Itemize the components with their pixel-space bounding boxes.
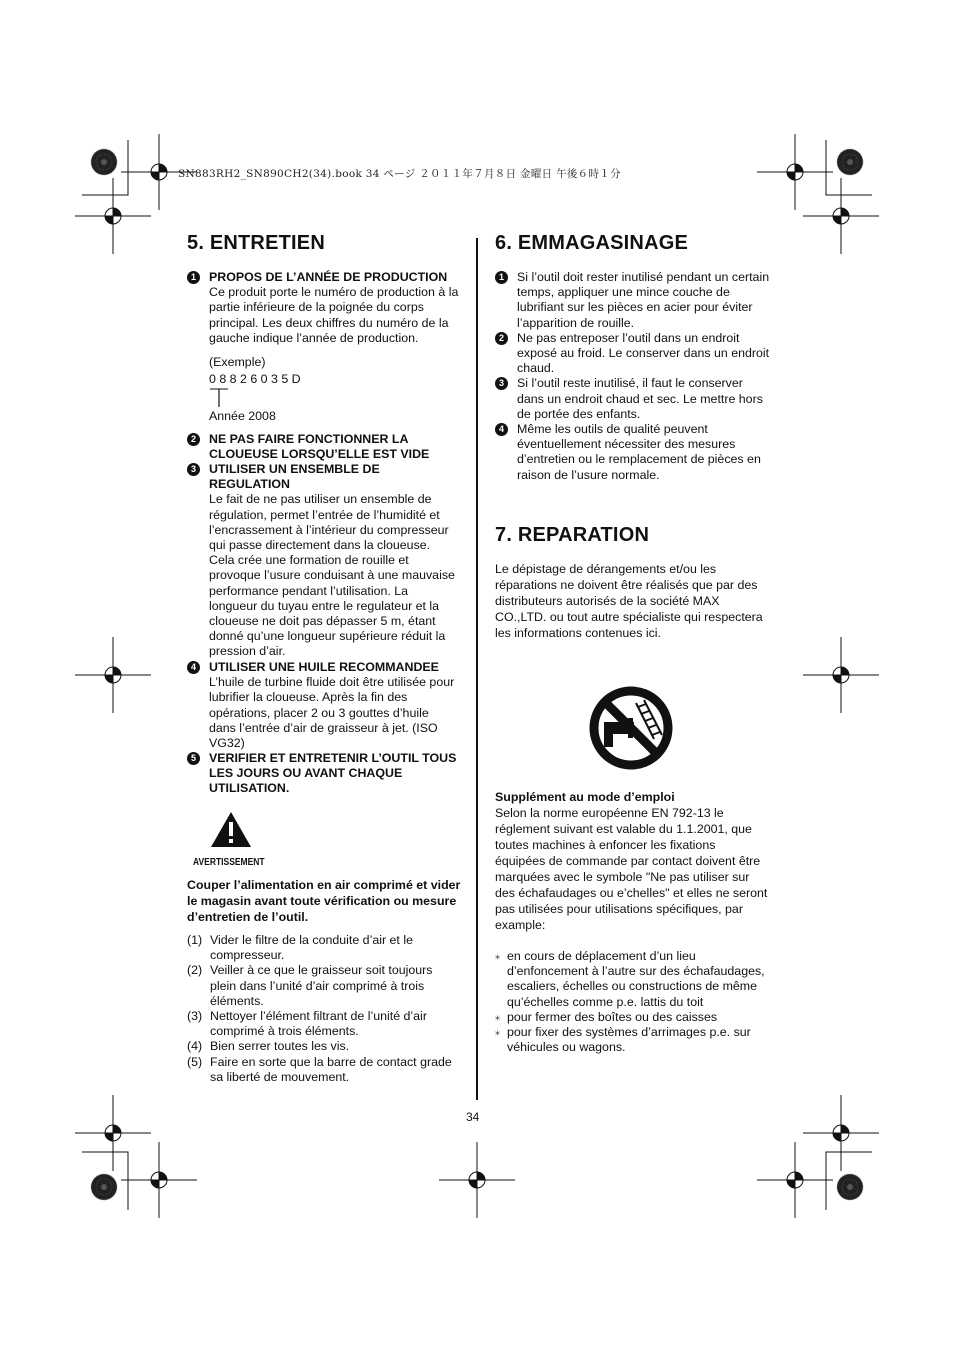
step-text: Vider le filtre de la conduite d’air et le compresseur. [210,933,413,963]
maintenance-item [187,660,459,751]
warning-icon-label: AVERTISSEMENT [193,857,265,868]
maintenance-item [187,270,459,346]
asterisk-bullet-icon: ⁎ [495,1011,500,1023]
storage-list [495,270,771,483]
section-title: 7. REPARATION [495,524,650,546]
section-reparation [495,524,771,1088]
warning-text: Couper l’alimentation en air comprimé et vider le magasin avant toute vérification ou mesure d’entretien de l’outil. [187,878,461,924]
list-item [495,1025,769,1055]
book-header-line: SN883RH2_SN890CH2(34).book 34 ページ ２０１１年７月８日 金曜日 午後６時１分 [178,168,621,180]
item-number-badge: 2 [187,433,200,446]
bullet-text: pour fermer des boîtes ou des caisses [507,1009,718,1024]
serial-number: 0 8 8 2 6 0 3 5 D [209,372,301,387]
list-item [495,331,771,377]
supplement-title: Supplément au mode d’emploi [495,790,675,804]
step-marker: (3) [187,1009,203,1024]
bullet-text: pour fixer des systèmes d’arrimages p.e. sur véhicules ou wagons. [507,1025,751,1055]
step-text: Bien serrer toutes les vis. [210,1039,350,1054]
item-number-badge: 3 [187,463,200,476]
column-divider [476,238,478,1100]
year-pointer-line [209,387,239,409]
supplement-examples [495,949,769,1055]
step-text: Nettoyer l’élément filtrant de l’unité d’air comprimé à trois éléments. [210,1009,427,1039]
list-item [187,933,459,963]
page-number: 34 [466,1110,480,1124]
item-text: Si l’outil reste inutilisé, il faut le conserver dans un endroit chaud et sec. Le mettre hors de portée des enfants. [517,376,763,421]
production-example [187,355,459,425]
step-text: Veiller à ce que le graisseur soit toujours plein dans l’unité d’air comprimé à trois éléments. [210,963,433,1008]
asterisk-bullet-icon: ⁎ [495,1027,500,1039]
section-entretien [187,232,461,1096]
list-item [187,1055,459,1085]
item-body: Ce produit porte le numéro de production à la partie inférieure de la poignée du corps principal. Les deux chiffres du numéro de la gauche indique l’année de production. [209,285,459,345]
warning-triangle-icon [209,810,253,850]
item-number-badge: 2 [495,332,508,345]
step-marker: (4) [187,1039,203,1054]
item-body: L’huile de turbine fluide doit être utilisée pour lubrifier la cloueuse. Après la fin des opérations, placer 2 ou 3 gouttes d’huile dans l’entrée d’air de graisseur à jet. (ISO VG32) [209,675,455,751]
supplement-body: Selon la norme européenne EN 792-13 le réglement suivant est valable du 1.1.2001, que toutes machines à enfoncer les fixations équipées de commande par contact doivent être marquées avec le symbole "Ne pas utiliser sur des échafaudages ou e’chelles" et elles ne seront pas utilisées pour utilisations spécifiques, par example: [495,806,768,932]
asterisk-bullet-icon: ⁎ [495,951,500,962]
section-title: 6. EMMAGASINAGE [495,232,689,254]
list-item [187,1039,459,1054]
list-item [495,949,769,1010]
maintenance-item [187,432,459,462]
item-heading: UTILISER UN ENSEMBLE DE REGULATION [209,462,380,492]
list-item [495,1010,769,1025]
item-text: Même les outils de qualité peuvent éventuellement nécessiter des mesures d’entretien ou le remplacement de pièces en raison de l’usure normale. [517,422,761,482]
maintenance-item [187,751,459,797]
item-heading: UTILISER UNE HUILE RECOMMANDEE [209,660,439,674]
step-marker: (5) [187,1054,203,1069]
step-text: Faire en sorte que la barre de contact grade sa liberté de mouvement. [210,1054,452,1084]
list-item [187,963,459,1009]
item-body: Le fait de ne pas utiliser un ensemble de régulation, permet l’entrée de l’humidité et l’encrassement à l’intérieur du compresseur qui passe directement dans la cloueuse. Cela crée une formation de rouille et provoque l’usure conduisant à une mauvaise performance pendant l’utilisation. La longueur du tuyau entre le regulateur et la cloueuse ne doit pas dépasser 5 m, étant donné qu’une longueur supérieure réduit la pression d’air. [209,492,455,659]
year-caption: Année 2008 [209,409,276,424]
item-number-badge: 1 [187,271,200,284]
maintenance-steps [187,933,459,1085]
item-heading: NE PAS FAIRE FONCTIONNER LA CLOUEUSE LORSQU’ELLE EST VIDE [209,432,430,462]
item-number-badge: 1 [495,271,508,284]
list-item [495,270,771,331]
item-number-badge: 3 [495,377,508,390]
step-marker: (1) [187,933,203,947]
repair-paragraph: Le dépistage de dérangements et/ou les réparations ne doivent être réalisés que par des distributeurs autorisés de la société MAX CO.,LTD. ou tout autre spécialiste qui respectera les informations contenues ici. [495,562,763,640]
item-number-badge: 4 [495,423,508,436]
maintenance-item [187,462,459,660]
list-item [495,376,771,422]
item-number-badge: 4 [187,661,200,674]
item-text: Si l’outil doit rester inutilisé pendant un certain temps, appliquer une mince couche de lubrifiant sur les pièces en acier pour éviter l’apparition de rouille. [517,270,770,330]
no-scaffold-prohibition-icon [588,685,674,771]
example-label: (Exemple) [209,355,266,369]
section-title: 5. ENTRETIEN [187,232,325,254]
step-marker: (2) [187,963,203,978]
bullet-text: en cours de déplacement d’un lieu d’enfoncement à l’autre sur des échafaudages, escaliers, échelles ou constructions de même qu’échelles comme p.e. lattis du toit [507,949,765,1009]
item-text: Ne pas entreposer l’outil dans un endroit exposé au froid. Le conserver dans un endroit chaud. [517,330,770,376]
item-heading: VERIFIER ET ENTRETENIR L’OUTIL TOUS LES JOURS OU AVANT CHAQUE UTILISATION. [209,751,457,796]
list-item [187,1009,459,1039]
item-number-badge: 5 [187,752,200,765]
list-item [495,422,771,483]
section-emmagasinage [495,232,771,496]
item-heading: PROPOS DE L’ANNÉE DE PRODUCTION [209,270,448,284]
